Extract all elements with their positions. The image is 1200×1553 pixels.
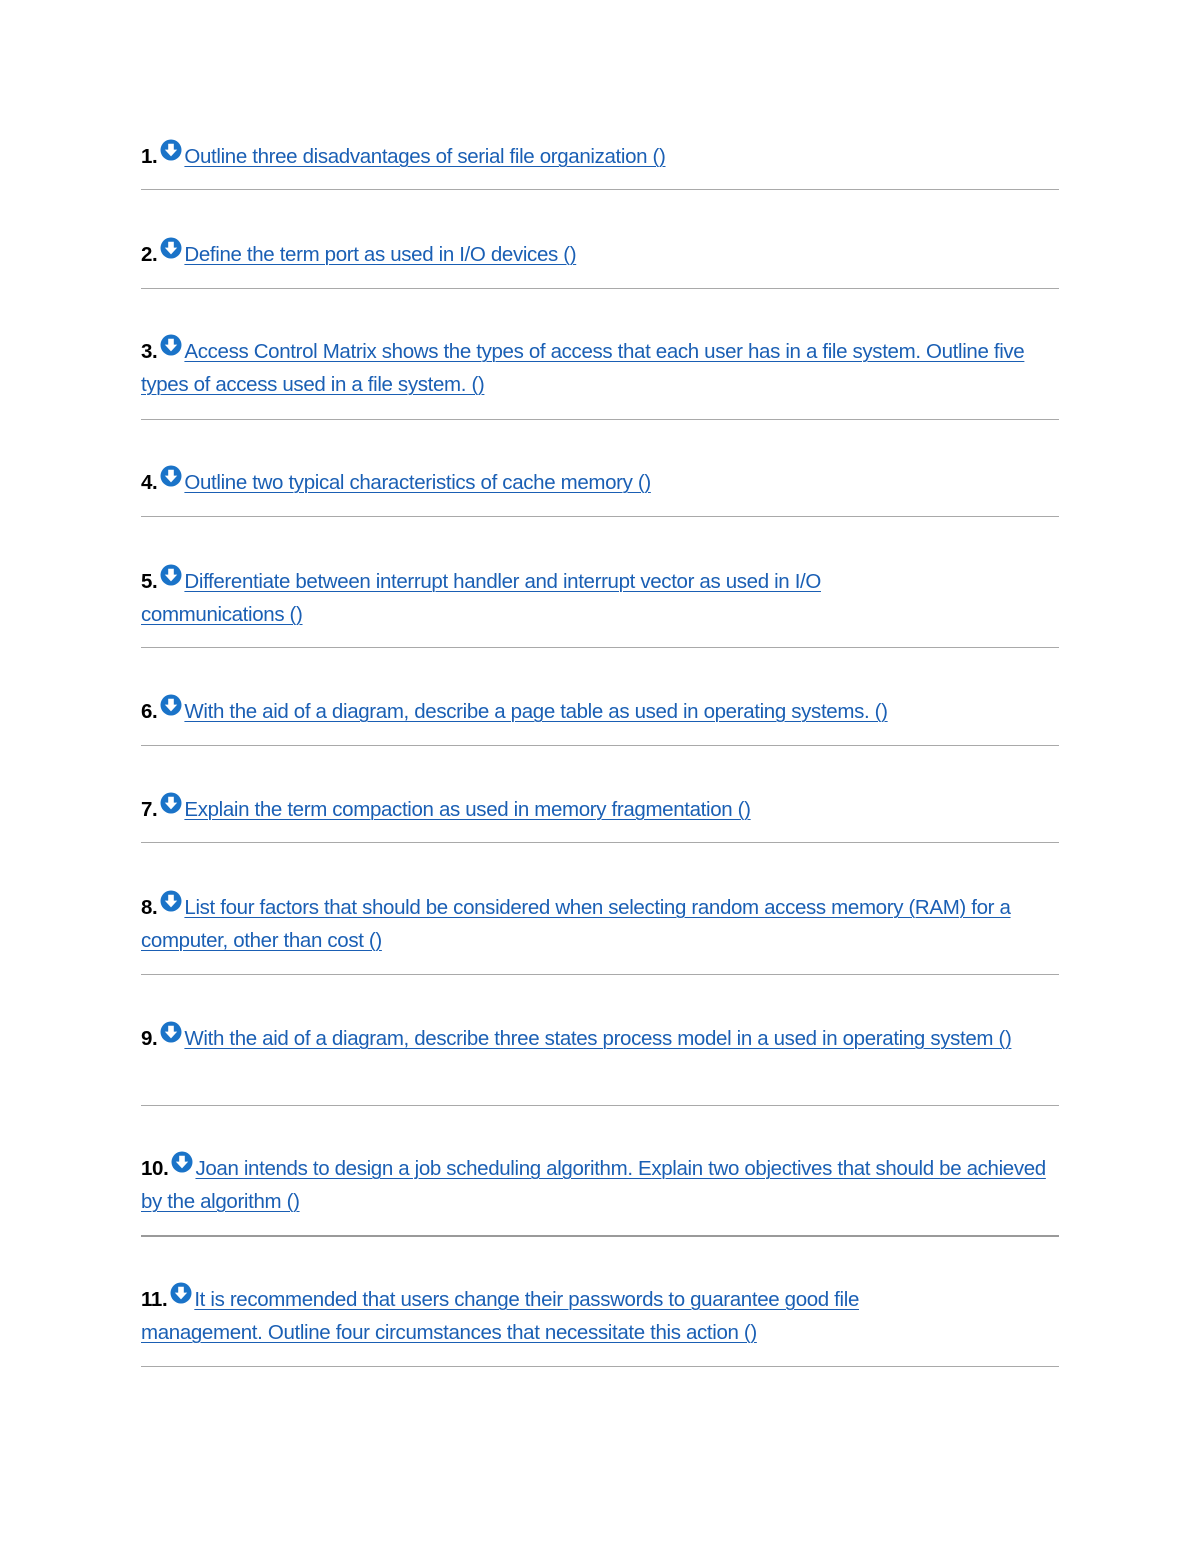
question-item-6 xyxy=(141,695,1059,728)
question-link[interactable]: Outline two typical characteristics of cache memory () xyxy=(184,471,651,494)
question-link[interactable]: It is recommended that users change their passwords to guarantee good file management. Outline four circumstances that necessitate this action () xyxy=(141,1288,859,1344)
divider xyxy=(141,516,1059,517)
question-item-11 xyxy=(141,1283,971,1349)
question-item-8 xyxy=(141,891,1059,957)
question-link[interactable]: Define the term port as used in I/O devices () xyxy=(184,243,577,266)
divider xyxy=(141,288,1059,289)
question-link[interactable]: Explain the term compaction as used in memory fragmentation () xyxy=(184,798,751,821)
question-number: 5. xyxy=(141,570,158,593)
question-item-3 xyxy=(141,335,1059,401)
question-item-9 xyxy=(141,1022,1021,1055)
question-link[interactable]: Outline three disadvantages of serial file organization () xyxy=(184,145,666,168)
question-number: 8. xyxy=(141,896,158,919)
question-number: 7. xyxy=(141,798,158,821)
divider xyxy=(141,1366,1059,1367)
divider xyxy=(141,189,1059,190)
divider xyxy=(141,745,1059,746)
download-circle-icon[interactable] xyxy=(160,694,182,716)
divider xyxy=(141,647,1059,648)
download-circle-icon[interactable] xyxy=(160,237,182,259)
question-number: 10. xyxy=(141,1157,169,1180)
question-item-2 xyxy=(141,238,1059,271)
question-item-5 xyxy=(141,565,921,631)
question-link[interactable]: With the aid of a diagram, describe a page table as used in operating systems. () xyxy=(184,700,888,723)
question-number: 1. xyxy=(141,145,158,168)
download-circle-icon[interactable] xyxy=(160,890,182,912)
question-link[interactable]: With the aid of a diagram, describe three states process model in a used in operating system () xyxy=(184,1027,1012,1050)
download-circle-icon[interactable] xyxy=(171,1151,193,1173)
download-circle-icon[interactable] xyxy=(170,1282,192,1304)
divider xyxy=(141,974,1059,975)
download-circle-icon[interactable] xyxy=(160,465,182,487)
question-number: 3. xyxy=(141,340,158,363)
question-item-10 xyxy=(141,1152,1059,1218)
divider xyxy=(141,1105,1059,1106)
download-circle-icon[interactable] xyxy=(160,139,182,161)
divider xyxy=(141,1235,1059,1237)
question-link[interactable]: Joan intends to design a job scheduling algorithm. Explain two objectives that should be achieved by the algorithm () xyxy=(141,1157,1046,1213)
question-link[interactable]: Differentiate between interrupt handler and interrupt vector as used in I/O communications () xyxy=(141,570,821,626)
download-circle-icon[interactable] xyxy=(160,564,182,586)
question-number: 4. xyxy=(141,471,158,494)
question-link[interactable]: Access Control Matrix shows the types of access that each user has in a file system. Outline five types of access used in a file system. () xyxy=(141,340,1025,396)
question-number: 11. xyxy=(141,1288,168,1311)
divider xyxy=(141,419,1059,420)
question-number: 6. xyxy=(141,700,158,723)
question-item-4 xyxy=(141,466,1059,499)
question-item-7 xyxy=(141,793,1059,826)
question-number: 9. xyxy=(141,1027,158,1050)
download-circle-icon[interactable] xyxy=(160,334,182,356)
divider xyxy=(141,842,1059,843)
question-item-1 xyxy=(141,140,1059,173)
question-link[interactable]: List four factors that should be considered when selecting random access memory (RAM) for a computer, other than cost () xyxy=(141,896,1011,952)
question-number: 2. xyxy=(141,243,158,266)
download-circle-icon[interactable] xyxy=(160,1021,182,1043)
download-circle-icon[interactable] xyxy=(160,792,182,814)
